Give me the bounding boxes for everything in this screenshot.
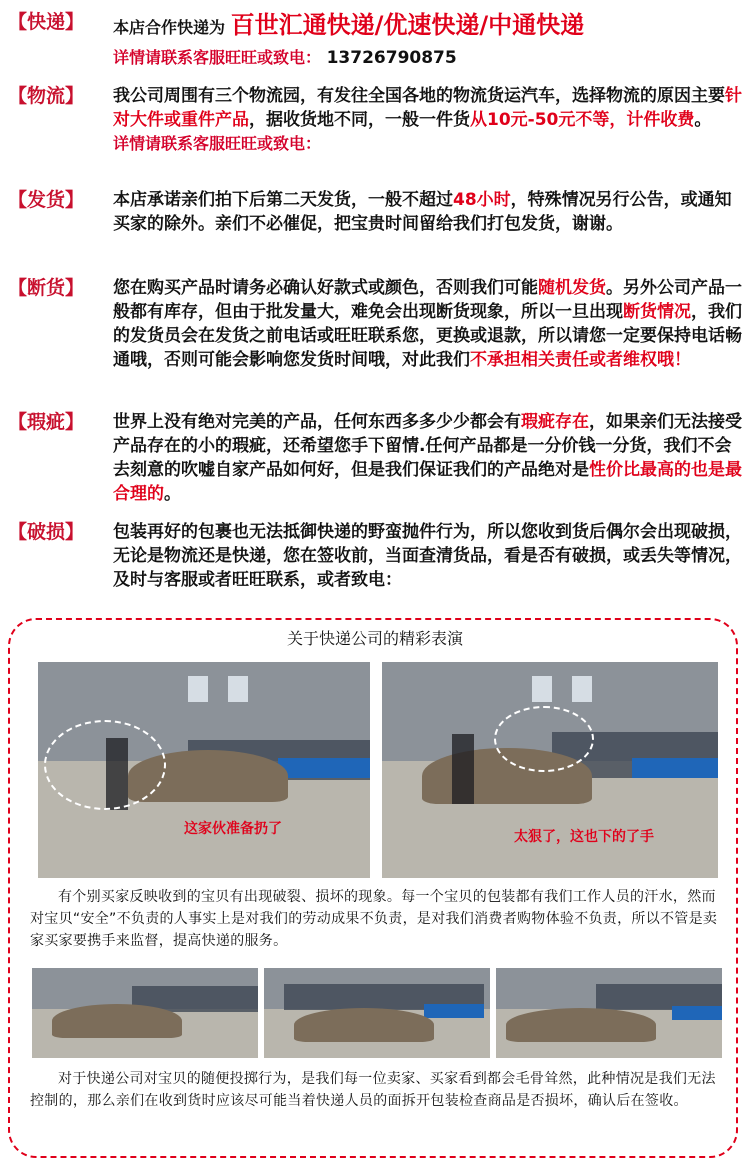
tag-stockout: 【断货】 (8, 277, 85, 299)
paragraph-handling-advice: 对于快递公司对宝贝的随便投掷行为，是我们每一位卖家、买家看到都会毛骨耸然，此种情况是我们无法控制的，那么亲们在收到货时应该尽可能当着快递人员的面拆开包装检查商品是否损坏，确认后在签收。 (30, 1071, 716, 1109)
highlight-circle-left (44, 720, 166, 810)
tag-logistics: 【物流】 (8, 85, 85, 107)
logistics-highlight-2: 从10元-50元不等，计件收费 (470, 110, 695, 130)
stockout-text-a: 您在购买产品时请务必确认好款式或颜色，否则我们可能 (113, 278, 538, 298)
damage-text: 包装再好的包裹也无法抵御快递的野蛮抛件行为，所以您收到货后偶尔会出现破损，无论是物流还是快递，您在签收前，当面查清货品，看是否有破损，或丢失等情况，及时与客服或者旺旺联系，或者致电： (113, 522, 742, 590)
photo-small-1 (32, 968, 258, 1058)
section-flaws (8, 410, 742, 506)
shipping-highlight: 48小时 (453, 190, 511, 210)
logistics-contact-label: 详情请联系客服旺旺或致电： (113, 134, 322, 153)
tag-flaws: 【瑕疵】 (8, 411, 85, 433)
tag-shipping: 【发货】 (8, 189, 85, 211)
tag-express: 【快递】 (8, 11, 85, 33)
flaws-text-b: ，如果亲们无法接受产品存在的小的瑕疵，还希望您手下留情.任何产品都是一分价钱一分货，我们不会去刻意的吹嘘自家产品如何好，但是我们保证我们的产品绝对是 (113, 412, 742, 480)
caption-left: 这家伙准备扔了 (184, 821, 282, 837)
photo-warehouse-left (38, 662, 370, 878)
shipping-text-b: ，特殊情况另行公告，或通知买家的除外。亲们不必催促，把宝贵时间留给我们打包发货，谢谢。 (113, 190, 732, 234)
express-contact-label: 详情请联系客服旺旺或致电： (113, 48, 322, 67)
highlight-circle-right (494, 706, 594, 772)
flaws-highlight-1: 瑕疵存在 (521, 412, 589, 432)
flaws-highlight-2: 性价比最高的也是最合理的 (113, 460, 742, 504)
logistics-highlight-1: 针对大件或重件产品 (113, 86, 742, 130)
express-companies: 百世汇通快递/优速快递/中通快递 (230, 11, 585, 39)
logistics-text-c: 。 (694, 110, 712, 130)
flaws-text-c: 。 (164, 484, 181, 504)
photo-small-2 (264, 968, 490, 1058)
shipping-text-a: 本店承诺亲们拍下后第二天发货，一般不超过 (113, 190, 453, 210)
stockout-text-b: 。另外公司产品一般都有库存，但由于批发量大，难免会出现断货现象，所以一旦出现 (113, 278, 742, 322)
tag-damage: 【破损】 (8, 521, 85, 543)
stockout-highlight-3: 不承担相关责任或者维权哦 (470, 350, 674, 370)
section-stockout (8, 276, 742, 372)
stockout-text-c: ，我们的发货员会在发货之前电话或旺旺联系您，更换或退款，所以请您一定要保持电话畅通哦，否则可能会影响您发货时间哦，对此我们 (113, 302, 742, 370)
section-damage (8, 520, 742, 592)
express-text: 本店合作快递为 (113, 18, 226, 37)
caption-right: 太狠了，这也下的了手 (514, 829, 654, 845)
photo-small-3 (496, 968, 722, 1058)
stockout-highlight-2: 断货情况 (623, 302, 691, 322)
section-shipping (8, 188, 742, 236)
photo-warehouse-right (382, 662, 718, 878)
logistics-text-b: ，据收货地不同，一般一件货 (249, 110, 470, 130)
express-phone: 13726790875 (326, 48, 457, 68)
paragraph-buyer-reports: 有个别买家反映收到的宝贝有出现破裂、损坏的现象。每一个宝贝的包装都有我们工作人员的汗水，然而对宝贝“安全”不负责的人事实上是对我们的劳动成果不负责，是对我们消费者购物体验不负责，所以不管是卖家买家要携手来监督，提高快递的服务。 (30, 889, 718, 949)
flaws-text-a: 世界上没有绝对完美的产品，任何东西多多少少都会有 (113, 412, 521, 432)
section-express (8, 10, 742, 73)
box-title: 关于快递公司的精彩表演 (286, 629, 463, 648)
stockout-text-d: ！ (674, 350, 691, 370)
section-logistics (8, 84, 742, 156)
stockout-highlight-1: 随机发货 (538, 278, 606, 298)
logistics-text-a: 我公司周围有三个物流园，有发往全国各地的物流货运汽车，选择物流的原因主要 (113, 86, 725, 106)
